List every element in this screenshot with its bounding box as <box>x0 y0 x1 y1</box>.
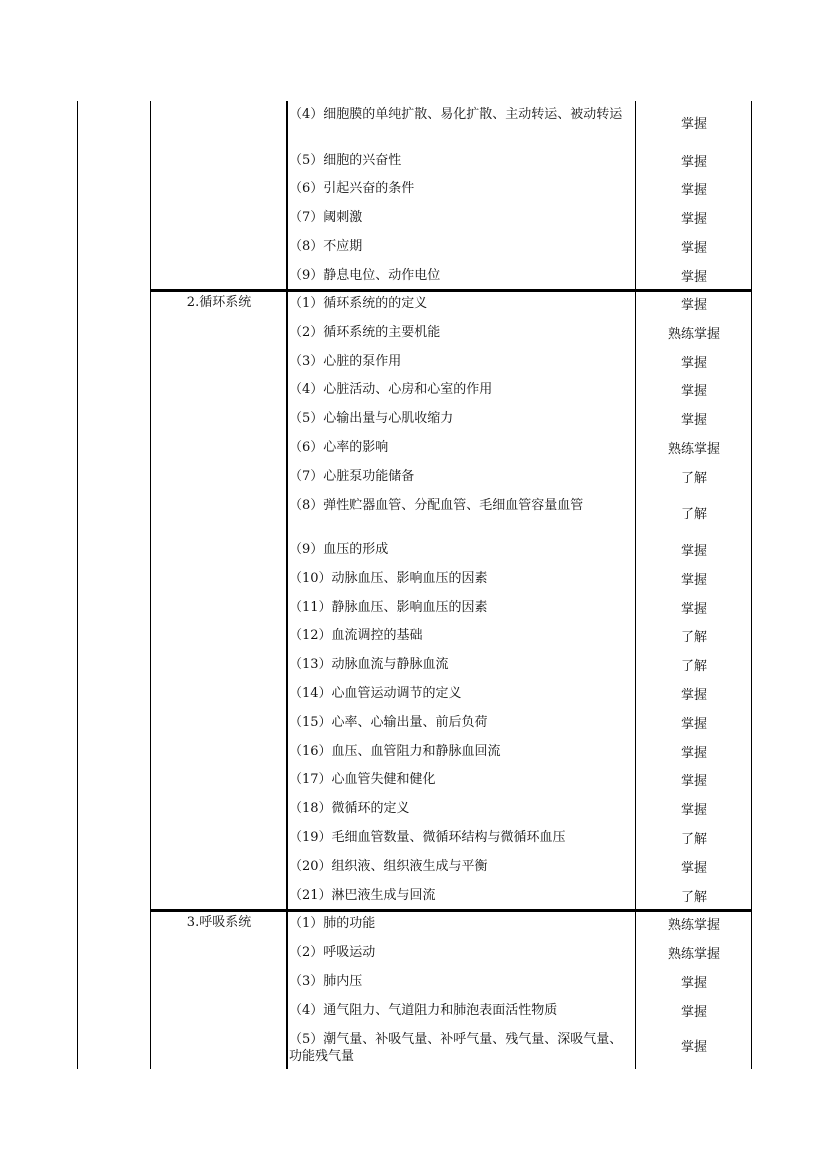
requirement-level: 掌握 <box>680 717 707 732</box>
item-text: （4）通气阻力、气道阻力和肺泡表面活性物质 <box>289 1003 558 1018</box>
section-divider <box>150 289 752 292</box>
requirement-level: 了解 <box>680 630 707 645</box>
requirement-level: 熟练掌握 <box>667 442 720 457</box>
requirement-level: 了解 <box>680 889 707 905</box>
item-text: （1）肺的功能 <box>289 916 376 931</box>
item-text: （8）不应期 <box>289 239 363 254</box>
category-label: 2.循环系统 <box>186 295 252 310</box>
requirement-level: 掌握 <box>680 774 707 789</box>
item-text: （5）潮气量、补吸气量、补呼气量、残气量、深吸气量、功能残气量 <box>289 1032 623 1064</box>
item-text: （6）心率的影响 <box>289 440 389 455</box>
requirement-level: 掌握 <box>680 861 707 876</box>
item-text: （12）血流调控的基础 <box>289 628 423 643</box>
requirement-level: 掌握 <box>680 544 707 559</box>
requirement-level: 掌握 <box>680 413 707 428</box>
requirement-level: 掌握 <box>680 1040 707 1055</box>
item-text: （5）心输出量与心肌收缩力 <box>289 411 454 426</box>
item-text: （4）心脏活动、心房和心室的作用 <box>289 382 493 397</box>
requirement-level: 掌握 <box>680 269 707 285</box>
item-text: （13）动脉血流与静脉血流 <box>289 657 449 672</box>
item-text: （10）动脉血压、影响血压的因素 <box>289 571 488 586</box>
requirement-level: 掌握 <box>680 803 707 818</box>
item-text: （8）弹性贮器血管、分配血管、毛细血管容量血管 <box>289 498 584 513</box>
item-text: （18）微循环的定义 <box>289 801 410 816</box>
requirement-level: 了解 <box>680 471 707 486</box>
item-text: （7）心脏泵功能储备 <box>289 469 415 484</box>
requirement-level: 熟练掌握 <box>667 327 720 342</box>
requirement-level: 了解 <box>680 506 707 522</box>
section-divider <box>150 909 752 912</box>
requirement-level: 熟练掌握 <box>667 918 720 933</box>
item-text: （19）毛细血管数量、微循环结构与微循环血压 <box>289 830 566 845</box>
item-text: （5）细胞的兴奋性 <box>289 153 402 168</box>
requirement-level: 掌握 <box>680 573 707 588</box>
item-text: （1）循环系统的的定义 <box>289 296 428 311</box>
item-text: （16）血压、血管阻力和静脉血回流 <box>289 744 501 759</box>
item-text: （21）淋巴液生成与回流 <box>289 888 436 903</box>
item-text: （17）心血管失健和健化 <box>289 772 436 787</box>
requirement-level: 掌握 <box>680 384 707 399</box>
requirement-level: 掌握 <box>680 355 707 371</box>
item-text: （9）静息电位、动作电位 <box>289 268 441 283</box>
requirement-level: 掌握 <box>680 601 707 617</box>
column-divider <box>286 101 288 1069</box>
category-label: 3.呼吸系统 <box>186 915 252 930</box>
requirement-level: 掌握 <box>680 688 707 703</box>
item-text: （7）阈刺激 <box>289 210 363 225</box>
requirement-level: 熟练掌握 <box>667 947 720 962</box>
item-text: （4）细胞膜的单纯扩散、易化扩散、主动转运、被动转运 <box>289 107 623 122</box>
requirement-level: 掌握 <box>680 298 707 313</box>
item-text: （2）循环系统的主要机能 <box>289 325 441 340</box>
item-text: （9）血压的形成 <box>289 542 389 557</box>
requirement-level: 掌握 <box>680 116 707 132</box>
requirement-level: 掌握 <box>680 183 707 198</box>
requirement-level: 了解 <box>680 832 707 847</box>
item-text: （3）肺内压 <box>289 974 363 989</box>
requirement-level: 掌握 <box>680 1005 707 1020</box>
requirement-level: 掌握 <box>680 154 707 170</box>
table-left-border <box>77 101 78 1069</box>
requirement-level: 掌握 <box>680 976 707 991</box>
requirement-level: 掌握 <box>680 212 707 227</box>
item-text: （6）引起兴奋的条件 <box>289 181 415 196</box>
column-divider <box>150 101 151 1069</box>
requirement-level: 掌握 <box>680 241 707 256</box>
requirement-level: 了解 <box>680 659 707 674</box>
item-text: （15）心率、心输出量、前后负荷 <box>289 715 488 730</box>
requirement-level: 掌握 <box>680 745 707 761</box>
item-text: （11）静脉血压、影响血压的因素 <box>289 600 488 615</box>
item-text: （14）心血管运动调节的定义 <box>289 686 462 701</box>
item-text: （3）心脏的泵作用 <box>289 354 402 369</box>
item-text: （2）呼吸运动 <box>289 945 376 960</box>
item-text: （20）组织液、组织液生成与平衡 <box>289 859 488 874</box>
